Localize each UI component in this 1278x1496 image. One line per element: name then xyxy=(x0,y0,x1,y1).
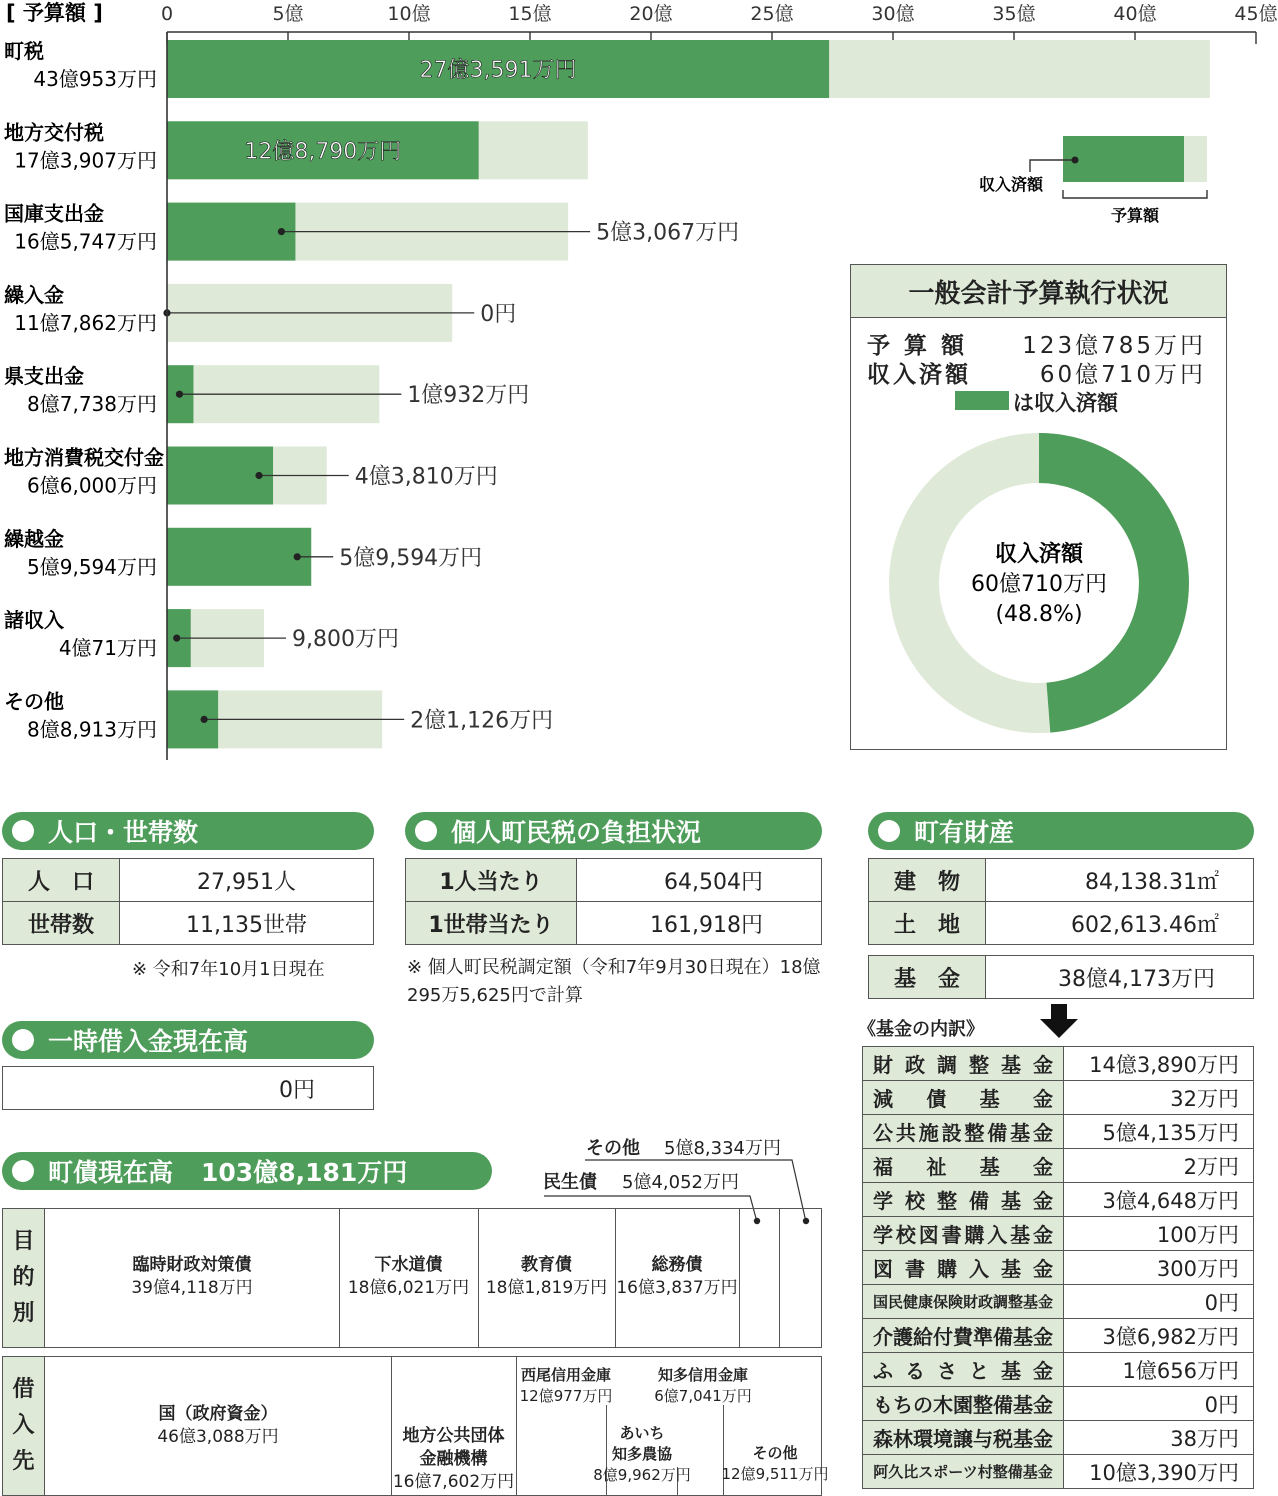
lender-head xyxy=(3,1357,45,1495)
tax-per-household-value: 161,918円 xyxy=(577,902,822,945)
callout-dot xyxy=(278,228,285,235)
received-bar xyxy=(167,203,295,261)
population-note: ※ 令和7年10月1日現在 xyxy=(132,959,325,980)
fund-row xyxy=(863,1319,1254,1353)
lender-name: あいち xyxy=(619,1424,665,1442)
category-budget-label: 43億953万円 xyxy=(33,67,157,91)
fund-value: 3億4,648万円 xyxy=(1064,1183,1254,1217)
fund-value: 38万円 xyxy=(1064,1421,1254,1455)
purpose-value: 18億6,021万円 xyxy=(347,1278,470,1298)
category-budget-label: 4億71万円 xyxy=(58,636,157,661)
category-label: 町税 xyxy=(4,39,44,63)
population-header xyxy=(2,812,374,850)
lender-name: 金融機構 xyxy=(419,1449,488,1469)
summary-legend-swatch xyxy=(955,391,1009,410)
lender-cell xyxy=(719,1443,831,1485)
category-label: 地方消費税交付金 xyxy=(4,445,164,470)
category-budget-label: 8億7,738万円 xyxy=(27,392,157,417)
purpose-cell xyxy=(615,1254,739,1300)
received-value-label: 5億9,594万円 xyxy=(339,545,483,571)
lender-cell xyxy=(581,1423,703,1486)
lender-cell xyxy=(508,1365,624,1407)
lender-value: 16億7,602万円 xyxy=(392,1472,515,1492)
x-tick-label: 40億 xyxy=(1113,3,1157,25)
fund-name: 阿久比スポーツ村整備基金 xyxy=(863,1455,1064,1489)
debt-lender-table xyxy=(2,1356,829,1496)
purpose-head-char: 別 xyxy=(12,1301,35,1326)
received-value-label: 12億8,790万円 xyxy=(244,139,402,165)
loan-header xyxy=(2,1021,374,1059)
fund-row xyxy=(863,1421,1254,1455)
fund-value: 100万円 xyxy=(1064,1217,1254,1251)
lender-name: 知多信用金庫 xyxy=(657,1366,748,1384)
received-value-label: 5億3,067万円 xyxy=(596,220,740,246)
loan-title: 一時借入金現在高 xyxy=(48,1027,249,1056)
purpose-name: 下水道債 xyxy=(374,1255,443,1275)
lender-value: 12億9,511万円 xyxy=(721,1465,829,1483)
purpose-head-char: 目 xyxy=(12,1229,35,1254)
fund-value: 10億3,390万円 xyxy=(1064,1455,1254,1489)
purpose-value: 18億1,819万円 xyxy=(485,1278,608,1298)
fund-name: ふるさと基金 xyxy=(863,1353,1064,1387)
received-value-label: 9,800万円 xyxy=(291,627,399,653)
received-value-label: 27億3,591万円 xyxy=(419,58,577,83)
purpose-name: 総務債 xyxy=(651,1255,703,1275)
x-tick-label: 25億 xyxy=(750,3,794,25)
minsei-callout-value: 5億4,052万円 xyxy=(622,1172,739,1193)
fund-row xyxy=(863,1115,1254,1149)
lender-value: 12億977万円 xyxy=(519,1387,613,1405)
x-tick-label: 5億 xyxy=(272,3,304,25)
category-budget-label: 5億9,594万円 xyxy=(27,554,157,579)
fund-name: 介護給付費準備基金 xyxy=(863,1319,1064,1353)
debt-header xyxy=(2,1152,492,1190)
fund-value: 14億3,890万円 xyxy=(1064,1047,1254,1081)
property-header xyxy=(868,812,1254,850)
donut-percent: (48.8%) xyxy=(995,602,1083,627)
bullet-icon xyxy=(12,1029,34,1051)
fund-row xyxy=(863,1081,1254,1115)
tax-per-household-label: 1世帯当たり xyxy=(406,902,577,945)
purpose-cell xyxy=(339,1254,478,1300)
category-budget-label: 11億7,862万円 xyxy=(14,310,157,335)
table-row xyxy=(869,902,1254,945)
legend-budget-label: 予算額 xyxy=(1110,206,1160,225)
category-label: 繰入金 xyxy=(4,282,64,307)
fund-value: 32万円 xyxy=(1064,1081,1254,1115)
category-label: 地方交付税 xyxy=(4,120,104,145)
purpose-name: 教育債 xyxy=(521,1255,572,1275)
x-tick-label: 30億 xyxy=(871,3,915,25)
fund-name: 公共施設整備基金 xyxy=(863,1115,1064,1149)
category-label: 諸収入 xyxy=(4,608,64,633)
table-row xyxy=(406,902,822,945)
category-budget-label: 16億5,747万円 xyxy=(14,229,157,254)
execution-summary-box xyxy=(850,264,1227,750)
fund-row xyxy=(863,1387,1254,1421)
fund-total-table xyxy=(868,955,1254,999)
lender-name: その他 xyxy=(752,1444,798,1462)
fund-name: 森林環境譲与税基金 xyxy=(863,1421,1064,1455)
households-label: 世帯数 xyxy=(3,902,120,945)
fund-row xyxy=(863,1285,1254,1319)
lender-cell xyxy=(45,1403,391,1449)
bullet-icon xyxy=(12,1160,34,1182)
fund-row xyxy=(863,1455,1254,1489)
fund-name: 国民健康保険財政調整基金 xyxy=(863,1285,1064,1319)
table-row xyxy=(869,956,1254,999)
fund-value: 2万円 xyxy=(1064,1149,1254,1183)
fund-value: 0円 xyxy=(1064,1285,1254,1319)
fund-breakdown-title: 《基金の内訳》 xyxy=(858,1019,984,1040)
summary-legend-text: は収入済額 xyxy=(1013,391,1118,415)
tax-title: 個人町民税の負担状況 xyxy=(451,818,702,847)
property-table xyxy=(868,858,1254,945)
bullet-icon xyxy=(415,820,437,842)
x-tick-label: 10億 xyxy=(387,3,431,25)
fund-row xyxy=(863,1047,1254,1081)
population-label: 人 口 xyxy=(3,859,120,902)
lender-value: 6億7,041万円 xyxy=(654,1387,752,1405)
fund-row xyxy=(863,1149,1254,1183)
property-title: 町有財産 xyxy=(914,818,1015,847)
land-label: 土 地 xyxy=(869,902,986,945)
donut-label: 収入済額 xyxy=(994,542,1084,567)
tax-header xyxy=(405,812,822,850)
fund-value: 5億4,135万円 xyxy=(1064,1115,1254,1149)
bar-legend xyxy=(979,136,1207,225)
fund-row xyxy=(863,1251,1254,1285)
fund-value: 3億6,982万円 xyxy=(1064,1319,1254,1353)
purpose-head xyxy=(3,1209,45,1347)
land-value: 602,613.46㎡ xyxy=(986,902,1254,945)
fund-name: 福祉基金 xyxy=(863,1149,1064,1183)
debt-title: 町債現在高 xyxy=(48,1158,174,1187)
lender-cell xyxy=(391,1425,516,1494)
callout-dot xyxy=(201,716,208,723)
debt-total: 103億8,181万円 xyxy=(201,1158,408,1187)
building-label: 建 物 xyxy=(869,859,986,902)
x-tick-label: 15億 xyxy=(508,3,552,25)
fund-row xyxy=(863,1183,1254,1217)
lender-name: 西尾信用金庫 xyxy=(520,1366,611,1384)
lender-head-char: 先 xyxy=(12,1449,35,1474)
x-tick-label: 0 xyxy=(160,3,174,25)
debt-purpose-table xyxy=(2,1208,822,1348)
category-label: 国庫支出金 xyxy=(4,201,104,226)
fund-name: 財政調整基金 xyxy=(863,1047,1064,1081)
purpose-value: 16億3,837万円 xyxy=(616,1278,738,1298)
purpose-name: 臨時財政対策債 xyxy=(132,1255,252,1275)
fund-row xyxy=(863,1217,1254,1251)
legend-received-swatch xyxy=(1063,136,1184,182)
purpose-head-char: 的 xyxy=(12,1265,35,1290)
fund-name: 図書購入基金 xyxy=(863,1251,1064,1285)
callout-dot xyxy=(294,553,301,560)
lender-value: 46億3,088万円 xyxy=(157,1427,279,1447)
population-value: 27,951人 xyxy=(120,859,374,902)
x-tick-label: 20億 xyxy=(629,3,673,25)
table-row xyxy=(406,859,822,902)
summary-received-label: 収入済額 xyxy=(867,362,971,388)
fund-row xyxy=(863,1353,1254,1387)
other-callout-value: 5億8,334万円 xyxy=(664,1138,781,1159)
legend-received-label: 収入済額 xyxy=(978,175,1043,194)
lender-cell xyxy=(643,1365,763,1407)
fund-value: 1億656万円 xyxy=(1064,1353,1254,1387)
fund-name: 学校整備基金 xyxy=(863,1183,1064,1217)
category-label: 県支出金 xyxy=(4,364,84,389)
summary-budget-label: 予 算 額 xyxy=(867,333,968,359)
x-tick-label: 45億 xyxy=(1234,3,1278,25)
summary-title: 一般会計予算執行状況 xyxy=(851,265,1226,318)
fund-name: 学校図書購入基金 xyxy=(863,1217,1064,1251)
fund-value: 300万円 xyxy=(1064,1251,1254,1285)
building-value: 84,138.31㎡ xyxy=(986,859,1254,902)
tax-per-person-value: 64,504円 xyxy=(577,859,822,902)
other-callout-name: その他 xyxy=(586,1138,640,1159)
bullet-icon xyxy=(12,820,34,842)
donut-chart xyxy=(887,431,1191,735)
summary-budget-value: 123億785万円 xyxy=(1022,333,1206,359)
received-value-label: 4億3,810万円 xyxy=(354,464,498,490)
lender-head-char: 入 xyxy=(12,1413,35,1438)
received-value-label: 2億1,126万円 xyxy=(410,708,554,734)
fund-total-value: 38億4,173万円 xyxy=(986,956,1254,999)
tax-per-person-label: 1人当たり xyxy=(406,859,577,902)
table-row xyxy=(3,902,374,945)
table-row xyxy=(3,859,374,902)
callout-dot xyxy=(255,472,262,479)
population-table xyxy=(2,858,374,945)
callout-dot xyxy=(176,391,183,398)
minsei-callout-name: 民生債 xyxy=(543,1172,597,1193)
received-value-label: 1億932万円 xyxy=(407,383,530,409)
category-budget-label: 17億3,907万円 xyxy=(14,148,157,173)
lender-name: 知多農協 xyxy=(611,1445,672,1463)
loan-value: 0円 xyxy=(2,1066,374,1110)
category-label: その他 xyxy=(4,689,64,714)
population-title: 人口・世帯数 xyxy=(48,818,199,847)
tax-note: ※ 個人町民税調定額（令和7年9月30日現在）18億295万5,625円で計算 xyxy=(407,957,821,1006)
purpose-cell xyxy=(45,1254,339,1300)
donut-value: 60億710万円 xyxy=(971,572,1107,597)
table-row xyxy=(869,859,1254,902)
category-label: 繰越金 xyxy=(4,526,64,551)
fund-name: 減債基金 xyxy=(863,1081,1064,1115)
callout-dot xyxy=(173,635,180,642)
received-bar xyxy=(167,528,311,586)
category-budget-label: 8億8,913万円 xyxy=(27,717,157,742)
lender-value: 8億9,962万円 xyxy=(593,1466,691,1484)
fund-value: 0円 xyxy=(1064,1387,1254,1421)
lender-name: 地方公共団体 xyxy=(402,1426,505,1446)
households-value: 11,135世帯 xyxy=(120,902,374,945)
lender-head-char: 借 xyxy=(12,1377,35,1402)
received-value-label: 0円 xyxy=(480,301,517,327)
bullet-icon xyxy=(878,820,900,842)
down-arrow-icon xyxy=(1036,1002,1082,1040)
summary-received-value: 60億710万円 xyxy=(1039,362,1206,388)
x-tick-label: 35億 xyxy=(992,3,1036,25)
fund-name: もちの木園整備基金 xyxy=(863,1387,1064,1421)
category-budget-label: 6億6,000万円 xyxy=(27,473,157,498)
axis-label: [ 予算額 ] xyxy=(6,1,103,25)
fund-total-label: 基 金 xyxy=(869,956,986,999)
fund-breakdown-table xyxy=(862,1046,1254,1489)
purpose-value: 39億4,118万円 xyxy=(131,1278,253,1298)
purpose-cell xyxy=(478,1254,615,1300)
tax-table xyxy=(405,858,822,945)
lender-name: 国（政府資金） xyxy=(158,1404,278,1424)
